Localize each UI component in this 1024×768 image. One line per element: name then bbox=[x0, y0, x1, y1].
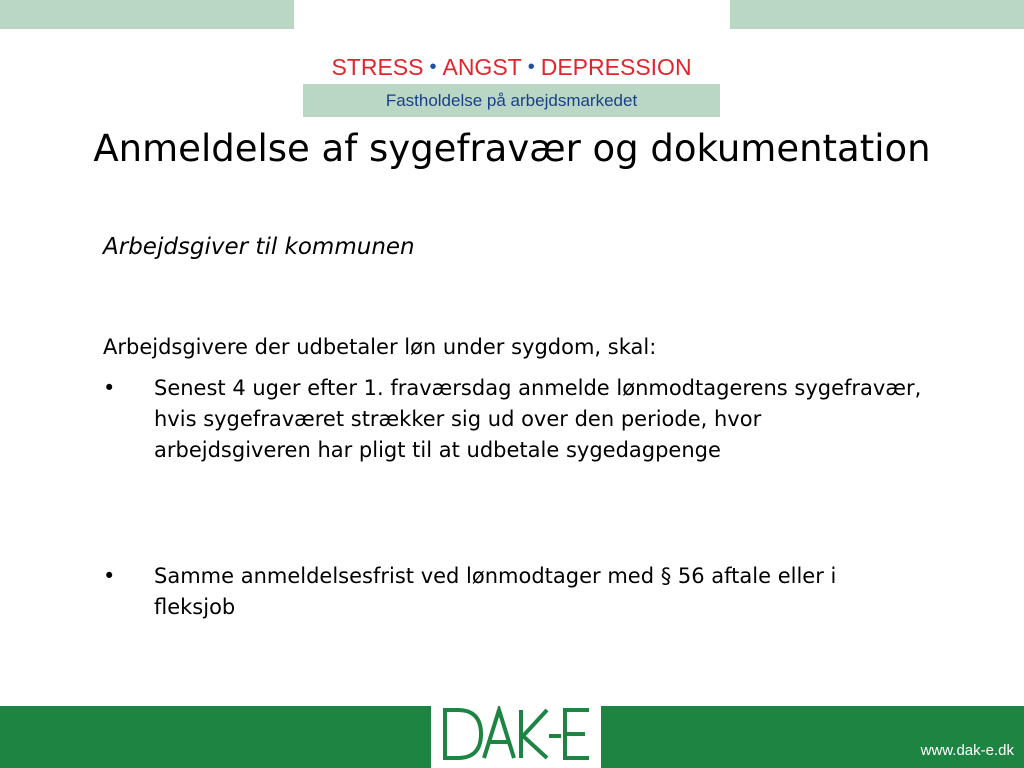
top-decor-bar-right bbox=[730, 0, 1024, 29]
bullet-text: Senest 4 uger efter 1. fraværsdag anmelde lønmodtagerens sygefravær, hvis sygefraværet strækker sig ud over den periode, hvor arbejdsgiveren har pligt til at udbetale sygedagpenge bbox=[154, 376, 922, 462]
bullet-item bbox=[103, 561, 923, 623]
logo-topic-stress: STRESS bbox=[331, 54, 424, 80]
header-logo bbox=[303, 52, 720, 117]
intro-text: Arbejdsgivere der udbetaler løn under sygdom, skal: bbox=[103, 335, 657, 359]
bullet-item bbox=[103, 373, 923, 466]
slide-subtitle: Arbejdsgiver til kommunen bbox=[103, 234, 415, 260]
footer-bar-left bbox=[0, 706, 431, 768]
bullet-marker: • bbox=[103, 564, 116, 588]
footer-url[interactable]: www.dak-e.dk bbox=[920, 742, 1014, 759]
logo-topic-angst: ANGST bbox=[442, 54, 522, 80]
top-decor-bar-left bbox=[0, 0, 294, 29]
logo-separator: • bbox=[429, 56, 437, 78]
dak-e-logo-mark bbox=[431, 706, 601, 768]
logo-topics bbox=[303, 52, 720, 83]
bullet-marker: • bbox=[103, 376, 116, 400]
slide-title: Anmeldelse af sygefravær og dokumentation bbox=[93, 127, 931, 170]
dak-e-logo bbox=[431, 706, 601, 768]
bullet-text: Samme anmeldelsesfrist ved lønmodtager med § 56 aftale eller i fleksjob bbox=[154, 564, 837, 619]
logo-topic-depression: DEPRESSION bbox=[540, 54, 692, 80]
logo-tagline: Fastholdelse på arbejdsmarkedet bbox=[303, 84, 720, 117]
logo-separator: • bbox=[527, 56, 535, 78]
